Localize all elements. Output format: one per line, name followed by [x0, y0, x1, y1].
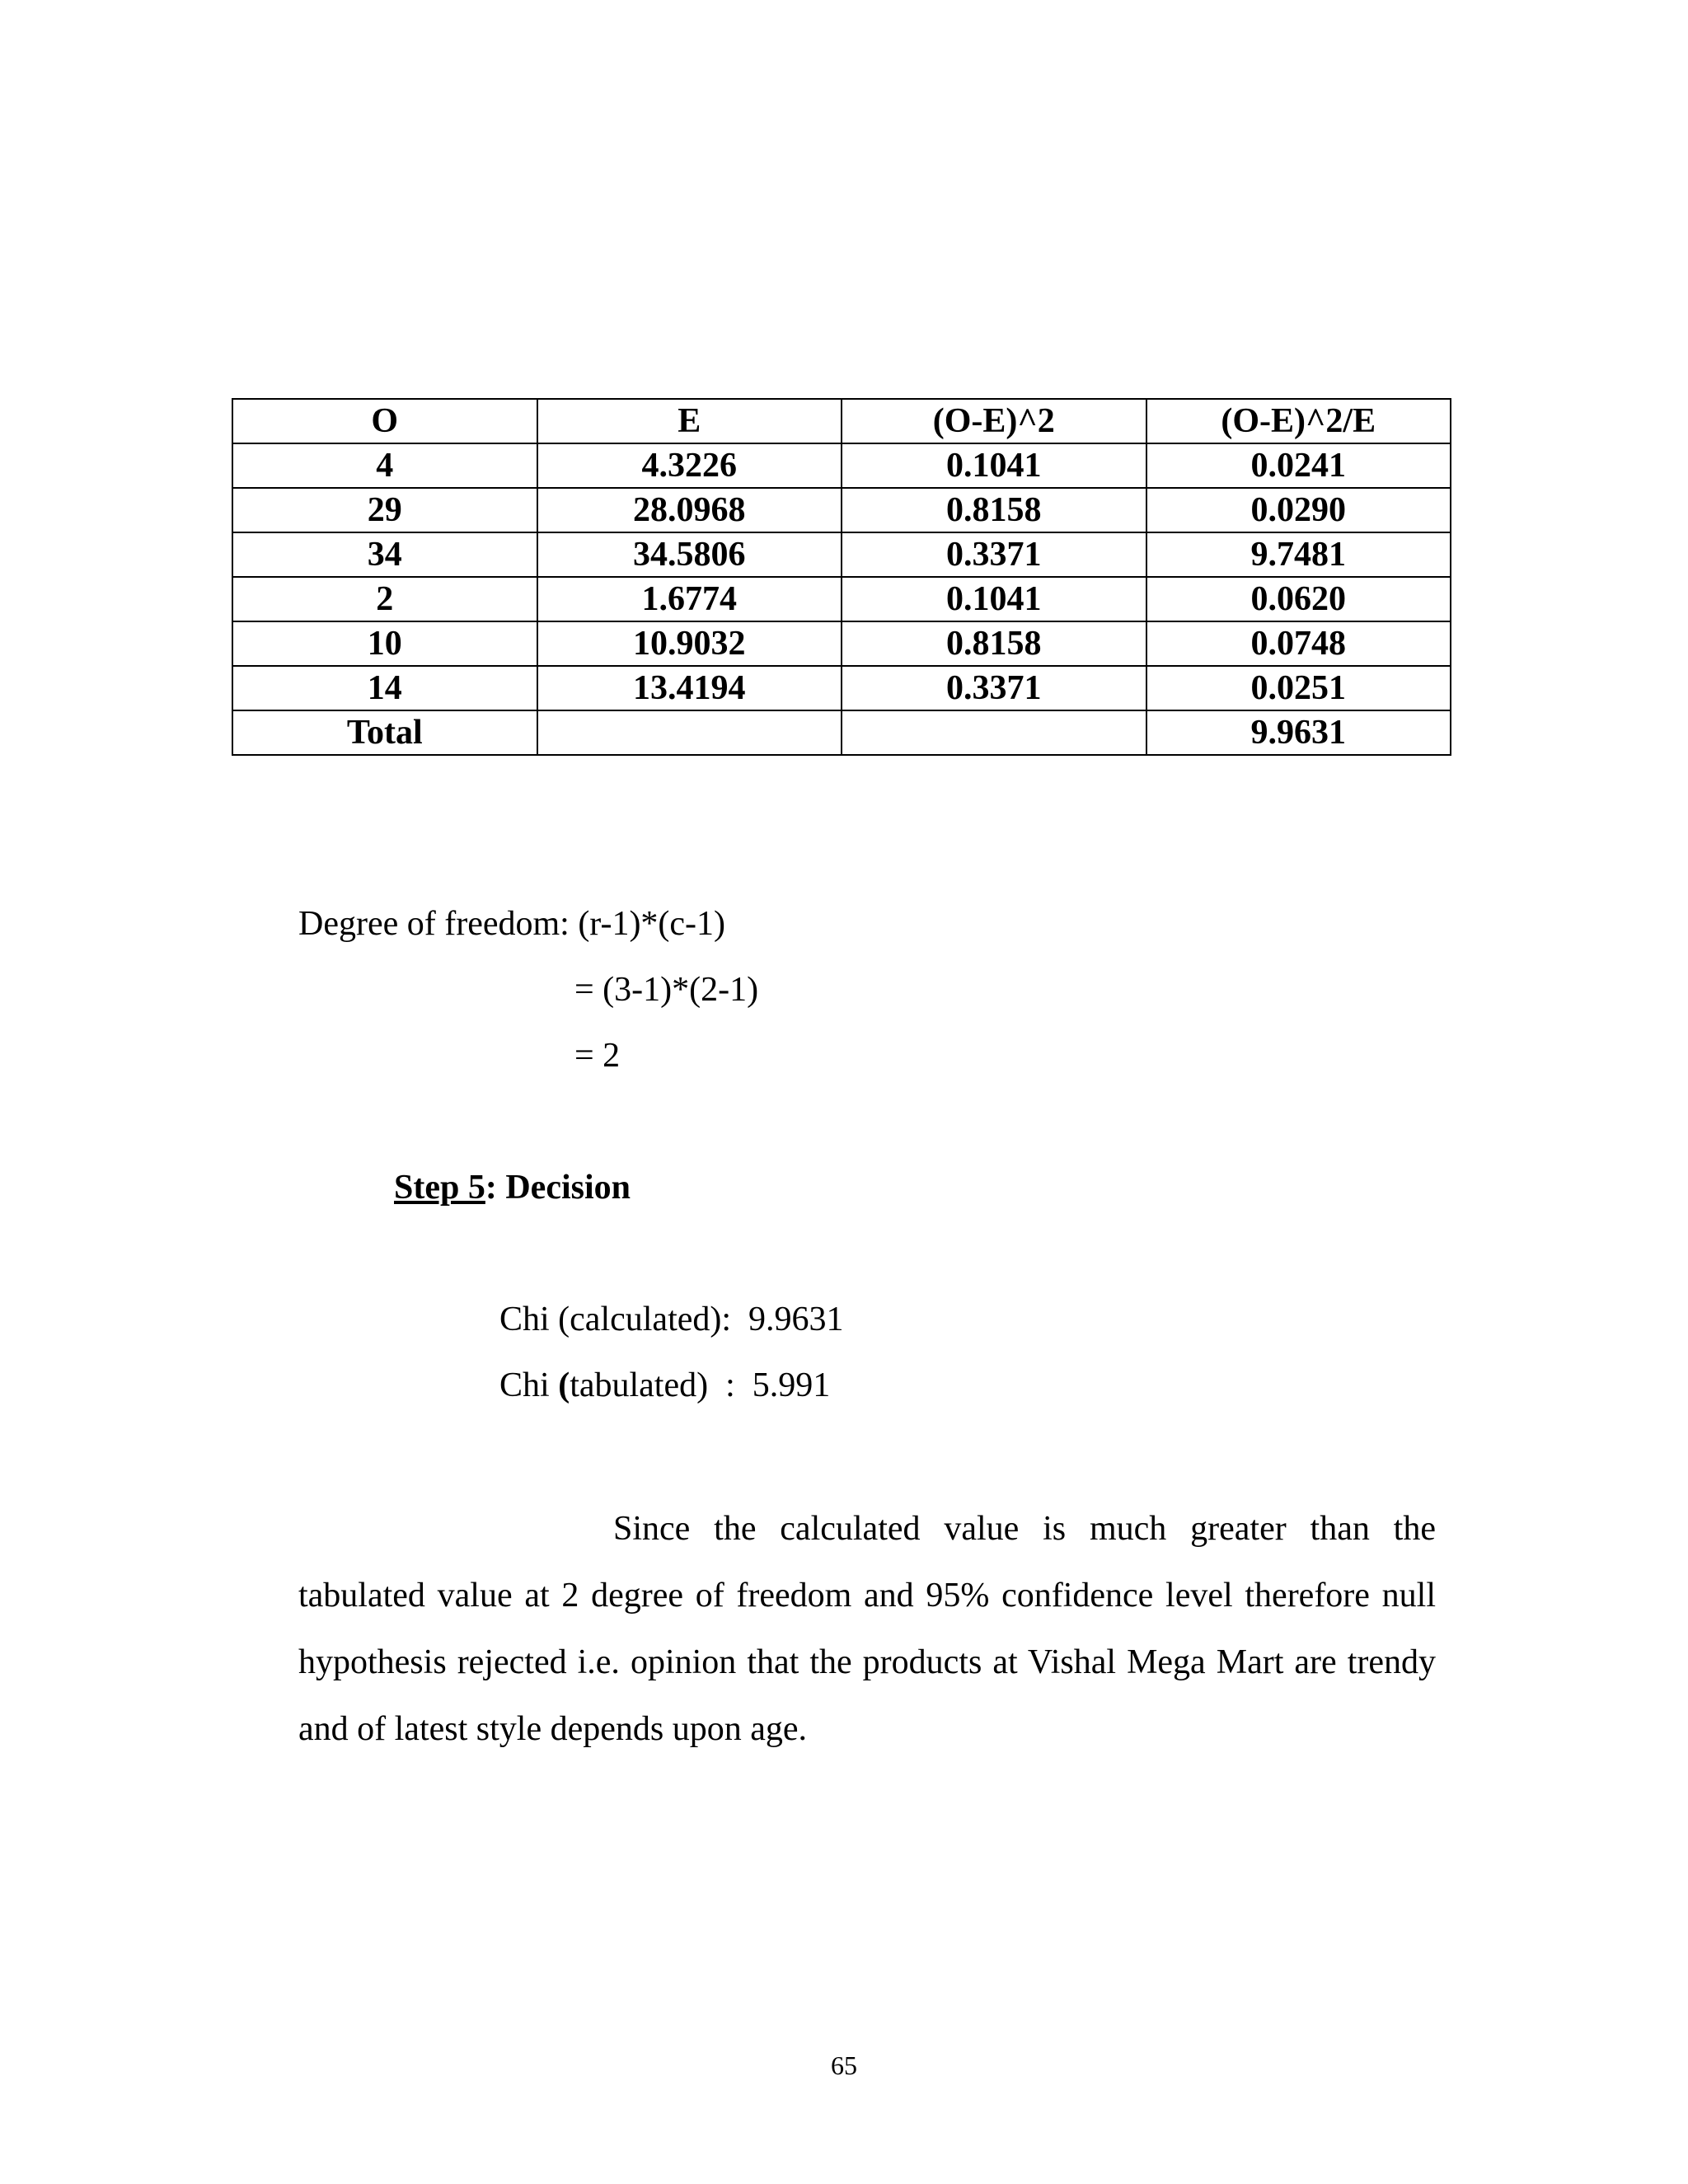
table-cell: 34 — [232, 532, 537, 577]
total-label-cell: Total — [232, 710, 537, 755]
step-label: Step 5 — [394, 1169, 485, 1207]
conclusion-paragraph: Since the calculated value is much greater than the tabulated value at 2 degree of freedom and 95% confidence level therefore null hypothesis rejected i.e. opinion that the products at Vishal Mega Mart are trendy and of latest style depends upon age. — [298, 1510, 1436, 1748]
table-cell: 13.4194 — [537, 666, 842, 710]
table-row — [232, 443, 1451, 488]
degree-of-freedom-substitution: = (3-1)*(2-1) — [574, 971, 759, 1009]
table-cell: 28.0968 — [537, 488, 842, 532]
degree-of-freedom-result: = 2 — [574, 1037, 621, 1075]
table-cell: 4.3226 — [537, 443, 842, 488]
table-cell: 1.6774 — [537, 577, 842, 621]
chi-tabulated-label: tabulated) : — [570, 1366, 735, 1404]
total-value-cell: 9.9631 — [1146, 710, 1451, 755]
table-cell: 14 — [232, 666, 537, 710]
page-number: 65 — [831, 2050, 857, 2080]
table-cell: 2 — [232, 577, 537, 621]
table-cell — [842, 710, 1146, 755]
header-cell: (O-E)^2 — [842, 399, 1146, 443]
table-cell: 0.8158 — [842, 488, 1146, 532]
step-title: : Decision — [485, 1169, 631, 1207]
table-cell: 0.0241 — [1146, 443, 1451, 488]
table-cell: 29 — [232, 488, 537, 532]
table-cell: 0.1041 — [842, 443, 1146, 488]
table-total-row — [232, 710, 1451, 755]
table-cell: 0.0748 — [1146, 621, 1451, 666]
table-cell: 4 — [232, 443, 537, 488]
table-cell: 0.8158 — [842, 621, 1146, 666]
table-row — [232, 532, 1451, 577]
header-cell: E — [537, 399, 842, 443]
table-cell: 34.5806 — [537, 532, 842, 577]
table-cell: 0.3371 — [842, 532, 1146, 577]
chi-calculated-line — [499, 1300, 844, 1339]
table-cell: 10 — [232, 621, 537, 666]
table-row — [232, 621, 1451, 666]
chi-tabulated-prefix: Chi — [499, 1366, 559, 1404]
chi-calculated-value: 9.9631 — [748, 1301, 844, 1338]
chi-tabulated-line — [499, 1366, 830, 1405]
table-cell: 0.0290 — [1146, 488, 1451, 532]
table-header-row — [232, 399, 1451, 443]
table-cell: 0.3371 — [842, 666, 1146, 710]
table-cell: 10.9032 — [537, 621, 842, 666]
table-row — [232, 666, 1451, 710]
degree-of-freedom-formula: Degree of freedom: (r-1)*(c-1) — [298, 905, 726, 943]
chi-tabulated-paren: ( — [558, 1366, 570, 1404]
step-heading — [394, 1168, 631, 1207]
table-cell: 9.7481 — [1146, 532, 1451, 577]
table-cell — [537, 710, 842, 755]
table-cell: 0.0620 — [1146, 577, 1451, 621]
table-cell: 0.1041 — [842, 577, 1146, 621]
table-row — [232, 577, 1451, 621]
header-cell: O — [232, 399, 537, 443]
chi-calculated-label: Chi (calculated): — [499, 1301, 732, 1338]
table-row — [232, 488, 1451, 532]
chi-square-table — [232, 398, 1451, 756]
chi-tabulated-value: 5.991 — [752, 1366, 831, 1404]
header-cell: (O-E)^2/E — [1146, 399, 1451, 443]
table-cell: 0.0251 — [1146, 666, 1451, 710]
